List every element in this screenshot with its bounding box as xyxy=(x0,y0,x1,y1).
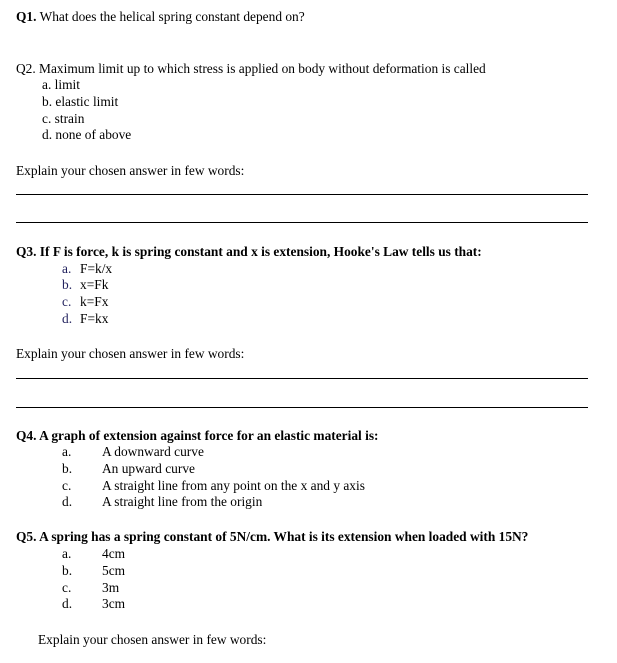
q2-answer-line-1[interactable] xyxy=(16,194,588,195)
q3-option-b-text: x=Fk xyxy=(80,277,109,292)
q4-option-c-letter: c. xyxy=(62,478,72,493)
q4-option-b-text: An upward curve xyxy=(102,461,195,476)
q2-option-c: c. strain xyxy=(42,111,85,126)
q2-explain-prompt: Explain your chosen answer in few words: xyxy=(16,163,245,178)
q3-option-a-text: F=k/x xyxy=(80,261,113,276)
question-1-number: Q1. xyxy=(16,9,37,24)
question-1 xyxy=(16,9,305,26)
q2-option-d: d. none of above xyxy=(42,127,132,142)
q4-option-b-letter: b. xyxy=(62,461,73,476)
q3-answer-line-2[interactable] xyxy=(16,407,588,408)
q4-option-d-letter: d. xyxy=(62,494,73,509)
question-5-text: Q5. A spring has a spring constant of 5N/cm. What is its extension when loaded with 15N? xyxy=(16,529,529,544)
q2-option-a: a. limit xyxy=(42,77,80,92)
q3-option-c-letter: c. xyxy=(62,294,72,309)
question-4-text: Q4. A graph of extension against force for an elastic material is: xyxy=(16,428,379,443)
q5-option-b-text: 5cm xyxy=(102,563,126,578)
q4-option-a-letter: a. xyxy=(62,444,72,459)
q5-option-c-letter: c. xyxy=(62,580,72,595)
q2-answer-line-2[interactable] xyxy=(16,222,588,223)
question-1-text: What does the helical spring constant depend on? xyxy=(36,9,305,24)
q4-option-c-text: A straight line from any point on the x and y axis xyxy=(102,478,365,493)
q5-option-d-text: 3cm xyxy=(102,596,126,611)
q5-explain-prompt: Explain your chosen answer in few words: xyxy=(38,632,267,647)
question-2-text: Q2. Maximum limit up to which stress is applied on body without deformation is called xyxy=(16,61,486,76)
q5-option-c-text: 3m xyxy=(102,580,120,595)
question-3-text: Q3. If F is force, k is spring constant and x is extension, Hooke's Law tells us that: xyxy=(16,244,482,259)
q3-option-d-text: F=kx xyxy=(80,311,109,326)
q3-option-d-letter: d. xyxy=(62,311,73,326)
q5-option-d-letter: d. xyxy=(62,596,73,611)
q5-option-a-text: 4cm xyxy=(102,546,126,561)
q5-option-b-letter: b. xyxy=(62,563,73,578)
q4-option-d-text: A straight line from the origin xyxy=(102,494,263,509)
q3-answer-line-1[interactable] xyxy=(16,378,588,379)
q3-explain-prompt: Explain your chosen answer in few words: xyxy=(16,346,245,361)
q3-option-b-letter: b. xyxy=(62,277,73,292)
q5-option-a-letter: a. xyxy=(62,546,72,561)
q4-option-a-text: A downward curve xyxy=(102,444,204,459)
q3-option-a-letter: a. xyxy=(62,261,72,276)
q3-option-c-text: k=Fx xyxy=(80,294,109,309)
q2-option-b: b. elastic limit xyxy=(42,94,119,109)
